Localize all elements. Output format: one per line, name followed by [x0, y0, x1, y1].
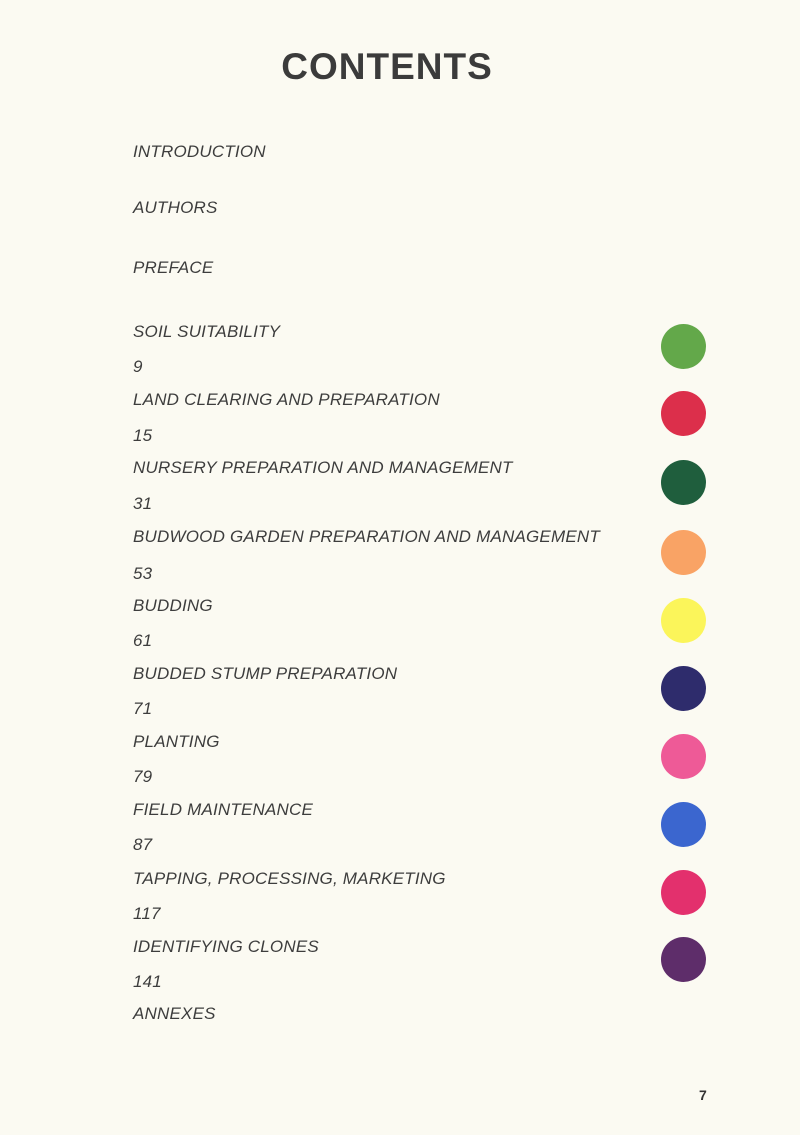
- toc-chapter-title: BUDDING: [133, 596, 213, 615]
- page-number: 7: [699, 1087, 707, 1103]
- toc-chapter-title: BUDDED STUMP PREPARATION: [133, 664, 398, 683]
- chapter-color-dot: [661, 802, 706, 847]
- page-title: CONTENTS: [281, 46, 493, 87]
- chapter-color-dot: [661, 598, 706, 643]
- chapter-color-dot: [661, 324, 706, 369]
- chapter-color-dot: [661, 937, 706, 982]
- toc-entry-introduction: INTRODUCTION: [133, 142, 266, 161]
- chapter-color-dot: [661, 666, 706, 711]
- toc-chapter-title: TAPPING, PROCESSING, MARKETING: [133, 869, 446, 888]
- toc-chapter-title: NURSERY PREPARATION AND MANAGEMENT: [133, 458, 513, 477]
- toc-chapter-page: 141: [133, 972, 162, 991]
- toc-chapter-page: 61: [133, 631, 153, 650]
- toc-entry-authors: AUTHORS: [133, 198, 218, 217]
- toc-chapter-page: 71: [133, 699, 153, 718]
- chapter-color-dot: [661, 530, 706, 575]
- toc-chapter-title: PLANTING: [133, 732, 220, 751]
- toc-chapter-page: 87: [133, 835, 153, 854]
- toc-chapter-page: 31: [133, 494, 153, 513]
- chapter-color-dot: [661, 870, 706, 915]
- toc-chapter-title: BUDWOOD GARDEN PREPARATION AND MANAGEMENT: [133, 527, 600, 546]
- toc-chapter-title: LAND CLEARING AND PREPARATION: [133, 390, 440, 409]
- chapter-color-dot: [661, 734, 706, 779]
- chapter-color-dot: [661, 391, 706, 436]
- toc-chapter-page: 117: [133, 904, 161, 923]
- toc-chapter-title: IDENTIFYING CLONES: [133, 937, 319, 956]
- toc-chapter-page: 15: [133, 426, 153, 445]
- toc-chapter-page: 53: [133, 564, 153, 583]
- toc-entry-preface: PREFACE: [133, 258, 214, 277]
- chapter-color-dot: [661, 460, 706, 505]
- toc-chapter-page: 79: [133, 767, 153, 786]
- toc-chapter-title: FIELD MAINTENANCE: [133, 800, 314, 819]
- toc-entry-annexes: ANNEXES: [133, 1004, 216, 1023]
- toc-chapter-page: 9: [133, 357, 143, 376]
- toc-chapter-title: SOIL SUITABILITY: [133, 322, 281, 341]
